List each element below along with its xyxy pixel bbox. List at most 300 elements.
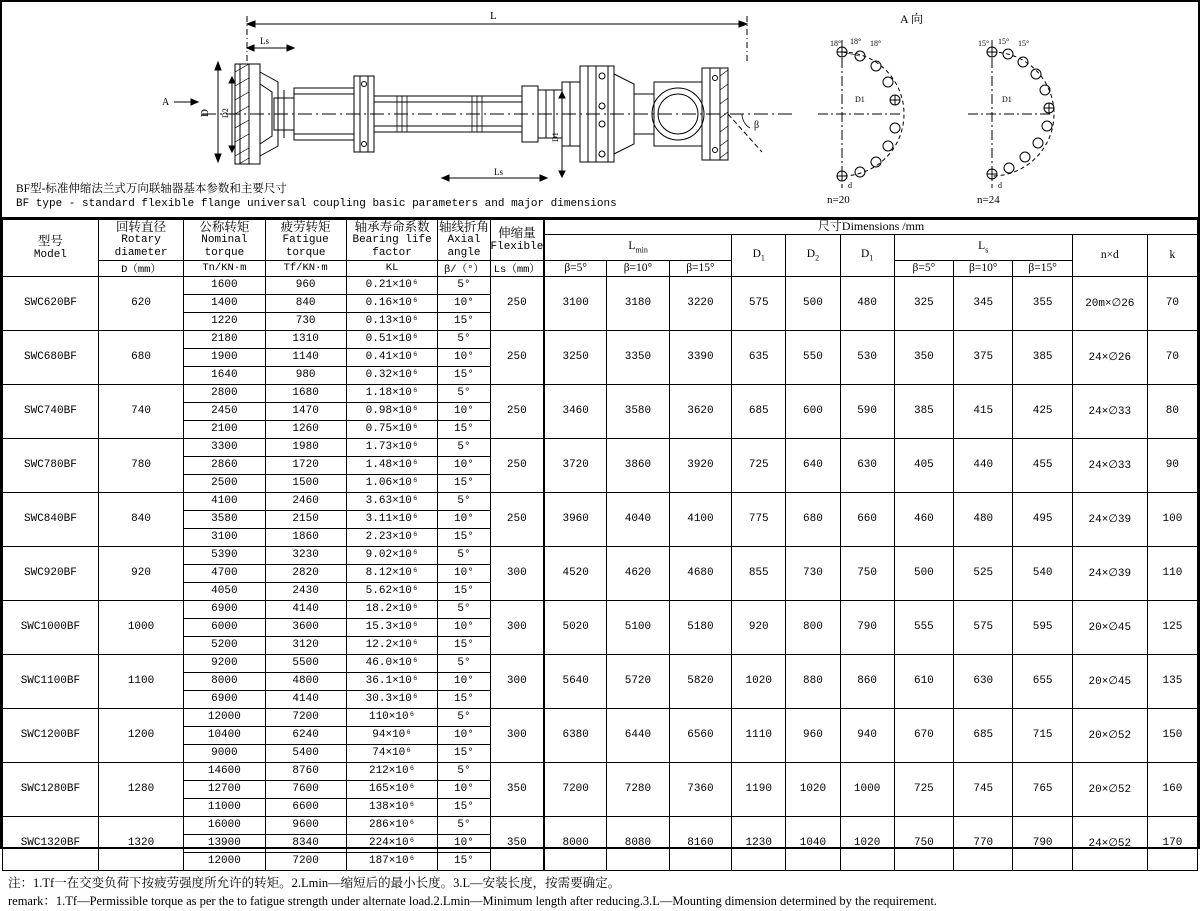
cell-axial-angle: 15° (438, 690, 490, 708)
cell-d2: 550 (786, 330, 840, 384)
cell-nominal-torque: 5200 (184, 636, 265, 654)
cell-fatigue-torque: 7600 (265, 780, 346, 798)
table-header-row-1 (3, 220, 1198, 235)
cell-bearing-life: 0.41×10⁶ (346, 348, 438, 366)
svg-text:15°: 15° (978, 39, 990, 48)
header-rotary-diameter: 回转直径 Rotary diameter (98, 220, 183, 261)
cell-fatigue-torque: 7200 (265, 852, 346, 870)
header-d2: $D_2$ (786, 234, 840, 276)
cell-lmin-b15: 5180 (669, 600, 732, 654)
cell-lmin-b10: 5720 (607, 654, 670, 708)
cell-bearing-life: 0.21×10⁶ (346, 276, 438, 294)
cell-model: SWC1280BF (3, 762, 99, 816)
cell-rotary-diameter: 1280 (98, 762, 183, 816)
cell-lm-b15: 355 (1013, 276, 1072, 330)
cell-lmin-b5: 6380 (544, 708, 607, 762)
cell-fatigue-torque: 6600 (265, 798, 346, 816)
cell-bearing-life: 224×10⁶ (346, 834, 438, 852)
header-nxd: n×d (1072, 234, 1147, 276)
cell-flexible: 250 (490, 330, 544, 384)
cell-fatigue-torque: 8760 (265, 762, 346, 780)
cell-d3: 660 (840, 492, 894, 546)
cell-axial-angle: 10° (438, 672, 490, 690)
cell-lm-b5: 555 (894, 600, 953, 654)
cell-nxd: 24×∅33 (1072, 384, 1147, 438)
cell-fatigue-torque: 960 (265, 276, 346, 294)
cell-nominal-torque: 12700 (184, 780, 265, 798)
cell-fatigue-torque: 730 (265, 312, 346, 330)
cell-bearing-life: 12.2×10⁶ (346, 636, 438, 654)
cell-rotary-diameter: 1320 (98, 816, 183, 870)
cell-lm-b15: 790 (1013, 816, 1072, 870)
cell-bearing-life: 110×10⁶ (346, 708, 438, 726)
svg-text:β: β (754, 120, 760, 131)
cell-lm-b15: 765 (1013, 762, 1072, 816)
cell-bearing-life: 0.98×10⁶ (346, 402, 438, 420)
table-header-row-3 (3, 260, 1198, 276)
cell-fatigue-torque: 9600 (265, 816, 346, 834)
svg-text:18°: 18° (830, 39, 842, 48)
cell-bearing-life: 1.48×10⁶ (346, 456, 438, 474)
cell-bearing-life: 1.06×10⁶ (346, 474, 438, 492)
cell-bearing-life: 138×10⁶ (346, 798, 438, 816)
cell-d2: 680 (786, 492, 840, 546)
cell-rotary-diameter: 680 (98, 330, 183, 384)
cell-nxd: 24×∅39 (1072, 492, 1147, 546)
cell-nominal-torque: 1400 (184, 294, 265, 312)
header-lm-b10: β=10° (954, 260, 1013, 276)
cell-nxd: 20×∅45 (1072, 600, 1147, 654)
cell-axial-angle: 10° (438, 348, 490, 366)
cell-axial-angle: 15° (438, 798, 490, 816)
cell-lmin-b5: 4520 (544, 546, 607, 600)
cell-lmin-b5: 5640 (544, 654, 607, 708)
header-nominal-torque: 公称转矩 Nominal torque (184, 220, 265, 261)
cell-lm-b5: 610 (894, 654, 953, 708)
cell-axial-angle: 15° (438, 582, 490, 600)
cell-nominal-torque: 6900 (184, 600, 265, 618)
cell-lm-b10: 525 (954, 546, 1013, 600)
header-lm-b5: β=5° (894, 260, 953, 276)
cell-k: 125 (1147, 600, 1197, 654)
cell-lmin-b10: 3180 (607, 276, 670, 330)
header-fatigue-unit: Tf/KN·m (265, 260, 346, 276)
cell-flexible: 350 (490, 816, 544, 870)
cell-nominal-torque: 3300 (184, 438, 265, 456)
cell-axial-angle: 10° (438, 510, 490, 528)
cell-bearing-life: 0.13×10⁶ (346, 312, 438, 330)
cell-lmin-b15: 7360 (669, 762, 732, 816)
svg-text:D1: D1 (551, 132, 560, 142)
header-rotary-unit: D（mm） (98, 260, 183, 276)
cell-lm-b10: 685 (954, 708, 1013, 762)
cell-lm-b15: 715 (1013, 708, 1072, 762)
cell-fatigue-torque: 1260 (265, 420, 346, 438)
cell-d1: 635 (732, 330, 786, 384)
header-fatigue-torque: 疲劳转矩 Fatigue torque (265, 220, 346, 261)
cell-fatigue-torque: 7200 (265, 708, 346, 726)
header-lm-b15: β=15° (1013, 260, 1072, 276)
cell-lmin-b10: 3860 (607, 438, 670, 492)
cell-bearing-life: 46.0×10⁶ (346, 654, 438, 672)
cell-bearing-life: 187×10⁶ (346, 852, 438, 870)
cell-axial-angle: 10° (438, 294, 490, 312)
header-model: 型号 Model (3, 220, 99, 277)
cell-d1: 725 (732, 438, 786, 492)
cell-d1: 1190 (732, 762, 786, 816)
note-cn: 注：1.Tf一在交变负荷下按疲劳强度所允许的转矩。2.Lmin—缩短后的最小长度。3.L—安装长度，按需要确定。 (8, 875, 621, 890)
cell-lmin-b10: 4040 (607, 492, 670, 546)
cell-d1: 1020 (732, 654, 786, 708)
cell-bearing-life: 1.73×10⁶ (346, 438, 438, 456)
cell-lm-b10: 345 (954, 276, 1013, 330)
cell-flexible: 300 (490, 546, 544, 600)
header-d1: $D_1$ (732, 234, 786, 276)
cell-d3: 860 (840, 654, 894, 708)
cell-fatigue-torque: 980 (265, 366, 346, 384)
cell-nominal-torque: 4700 (184, 564, 265, 582)
cell-nxd: 20×∅52 (1072, 708, 1147, 762)
cell-lm-b5: 385 (894, 384, 953, 438)
header-axial-angle: 轴线折角 Axial angle (438, 220, 489, 260)
header-dimensions: 尺寸Dimensions /mm (544, 220, 1197, 235)
cell-d1: 1230 (732, 816, 786, 870)
table-row (3, 600, 1198, 618)
cell-axial-angle: 5° (438, 384, 490, 402)
cell-axial-angle: 10° (438, 564, 490, 582)
cell-lmin-b5: 3460 (544, 384, 607, 438)
cell-d3: 590 (840, 384, 894, 438)
cell-d2: 1020 (786, 762, 840, 816)
svg-text:d: d (848, 181, 852, 190)
cell-lm-b10: 480 (954, 492, 1013, 546)
cell-nxd: 24×∅26 (1072, 330, 1147, 384)
cell-lmin-b10: 5100 (607, 600, 670, 654)
cell-d3: 480 (840, 276, 894, 330)
svg-text:15°: 15° (1018, 39, 1030, 48)
cell-fatigue-torque: 4140 (265, 690, 346, 708)
cell-model: SWC1320BF (3, 816, 99, 870)
cell-d2: 500 (786, 276, 840, 330)
cell-axial-angle: 10° (438, 834, 490, 852)
svg-text:D: D (199, 109, 211, 117)
cell-d2: 960 (786, 708, 840, 762)
cell-lm-b15: 655 (1013, 654, 1072, 708)
drawing-caption-en: BF type - standard flexible flange universal coupling basic parameters and major dimensions (16, 198, 617, 210)
cell-lm-b5: 750 (894, 816, 953, 870)
cell-lmin-b10: 3580 (607, 384, 670, 438)
cell-nxd: 20m×∅26 (1072, 276, 1147, 330)
svg-text:L: L (490, 10, 497, 22)
cell-lm-b10: 415 (954, 384, 1013, 438)
cell-axial-angle: 10° (438, 726, 490, 744)
cell-lmin-b10: 8080 (607, 816, 670, 870)
cell-d2: 600 (786, 384, 840, 438)
cell-bearing-life: 0.32×10⁶ (346, 366, 438, 384)
cell-fatigue-torque: 4800 (265, 672, 346, 690)
cell-nominal-torque: 2500 (184, 474, 265, 492)
cell-nominal-torque: 6900 (184, 690, 265, 708)
drawing-caption-cn: BF型-标准伸缩法兰式万向联轴器基本参数和主要尺寸 (16, 183, 287, 195)
cell-axial-angle: 10° (438, 618, 490, 636)
cell-rotary-diameter: 620 (98, 276, 183, 330)
cell-fatigue-torque: 2460 (265, 492, 346, 510)
cell-k: 80 (1147, 384, 1197, 438)
cell-flexible: 250 (490, 384, 544, 438)
cell-lm-b5: 670 (894, 708, 953, 762)
cell-nominal-torque: 2450 (184, 402, 265, 420)
svg-text:Ls: Ls (494, 167, 503, 177)
cell-d3: 630 (840, 438, 894, 492)
cell-axial-angle: 15° (438, 420, 490, 438)
cell-axial-angle: 5° (438, 600, 490, 618)
cell-d3: 750 (840, 546, 894, 600)
cell-bearing-life: 3.63×10⁶ (346, 492, 438, 510)
header-k: k (1147, 234, 1197, 276)
cell-axial-angle: 5° (438, 708, 490, 726)
cell-lmin-b15: 3620 (669, 384, 732, 438)
cell-nominal-torque: 4050 (184, 582, 265, 600)
cell-lm-b10: 375 (954, 330, 1013, 384)
cell-nominal-torque: 3100 (184, 528, 265, 546)
cell-model: SWC620BF (3, 276, 99, 330)
cell-lm-b15: 595 (1013, 600, 1072, 654)
cell-d1: 1110 (732, 708, 786, 762)
cell-fatigue-torque: 3120 (265, 636, 346, 654)
cell-nominal-torque: 16000 (184, 816, 265, 834)
header-lmin-b10: β=10° (607, 260, 670, 276)
cell-nominal-torque: 1600 (184, 276, 265, 294)
cell-lmin-b5: 7200 (544, 762, 607, 816)
cell-bearing-life: 165×10⁶ (346, 780, 438, 798)
cell-k: 160 (1147, 762, 1197, 816)
header-lmin-b15: β=15° (669, 260, 732, 276)
cell-fatigue-torque: 1140 (265, 348, 346, 366)
cell-lmin-b10: 6440 (607, 708, 670, 762)
header-lmin: $L_{min}$ (544, 234, 732, 260)
cell-d1: 575 (732, 276, 786, 330)
cell-bearing-life: 94×10⁶ (346, 726, 438, 744)
svg-text:d: d (998, 181, 1002, 190)
cell-axial-angle: 5° (438, 276, 490, 294)
cell-lmin-b15: 4100 (669, 492, 732, 546)
cell-bearing-life: 286×10⁶ (346, 816, 438, 834)
svg-text:D2: D2 (221, 108, 230, 118)
table-row (3, 384, 1198, 402)
cell-lmin-b10: 3350 (607, 330, 670, 384)
n24-label: n=24 (977, 194, 1000, 206)
cell-k: 70 (1147, 276, 1197, 330)
cell-axial-angle: 15° (438, 852, 490, 870)
cell-lmin-b5: 3250 (544, 330, 607, 384)
cell-flexible: 250 (490, 492, 544, 546)
cell-bearing-life: 15.3×10⁶ (346, 618, 438, 636)
cell-fatigue-torque: 1720 (265, 456, 346, 474)
cell-bearing-life: 30.3×10⁶ (346, 690, 438, 708)
cell-axial-angle: 15° (438, 744, 490, 762)
cell-model: SWC1100BF (3, 654, 99, 708)
cell-model: SWC740BF (3, 384, 99, 438)
cell-fatigue-torque: 3230 (265, 546, 346, 564)
cell-nominal-torque: 14600 (184, 762, 265, 780)
cell-bearing-life: 36.1×10⁶ (346, 672, 438, 690)
cell-d1: 775 (732, 492, 786, 546)
header-bearing-life: 轴承寿命系数 Bearing life factor (346, 220, 438, 261)
header-lmin-b5: β=5° (544, 260, 607, 276)
cell-nominal-torque: 1220 (184, 312, 265, 330)
svg-text:D1: D1 (855, 95, 865, 104)
svg-text:18°: 18° (870, 39, 882, 48)
cell-nominal-torque: 13900 (184, 834, 265, 852)
cell-nominal-torque: 2100 (184, 420, 265, 438)
cell-d3: 790 (840, 600, 894, 654)
cell-axial-angle: 5° (438, 762, 490, 780)
cell-nominal-torque: 10400 (184, 726, 265, 744)
cell-nxd: 20×∅52 (1072, 762, 1147, 816)
cell-nominal-torque: 2860 (184, 456, 265, 474)
cell-lmin-b15: 8160 (669, 816, 732, 870)
table-row (3, 762, 1198, 780)
cell-lm-b15: 385 (1013, 330, 1072, 384)
header-lm: $L_s$ (894, 234, 1072, 260)
header-nominal-unit: Tn/KN·m (184, 260, 265, 276)
table-body (3, 276, 1198, 870)
cell-d1: 685 (732, 384, 786, 438)
cell-nominal-torque: 9200 (184, 654, 265, 672)
cell-lm-b15: 425 (1013, 384, 1072, 438)
cell-d2: 1040 (786, 816, 840, 870)
cell-bearing-life: 0.16×10⁶ (346, 294, 438, 312)
cell-axial-angle: 5° (438, 492, 490, 510)
cell-d3: 1000 (840, 762, 894, 816)
cell-k: 110 (1147, 546, 1197, 600)
cell-nominal-torque: 3580 (184, 510, 265, 528)
cell-lmin-b5: 3960 (544, 492, 607, 546)
cell-lm-b10: 770 (954, 816, 1013, 870)
cell-lm-b15: 495 (1013, 492, 1072, 546)
cell-axial-angle: 10° (438, 456, 490, 474)
cell-nominal-torque: 8000 (184, 672, 265, 690)
cell-bearing-life: 74×10⁶ (346, 744, 438, 762)
cell-nominal-torque: 1900 (184, 348, 265, 366)
cell-fatigue-torque: 1860 (265, 528, 346, 546)
cell-bearing-life: 18.2×10⁶ (346, 600, 438, 618)
cell-bearing-life: 9.02×10⁶ (346, 546, 438, 564)
cell-lm-b10: 575 (954, 600, 1013, 654)
cell-lm-b10: 440 (954, 438, 1013, 492)
cell-model: SWC920BF (3, 546, 99, 600)
cell-axial-angle: 15° (438, 636, 490, 654)
cell-d3: 530 (840, 330, 894, 384)
cell-rotary-diameter: 780 (98, 438, 183, 492)
cell-nominal-torque: 1640 (184, 366, 265, 384)
cell-rotary-diameter: 920 (98, 546, 183, 600)
cell-d1: 855 (732, 546, 786, 600)
footer-notes (2, 871, 1198, 911)
svg-text:15°: 15° (998, 37, 1010, 46)
cell-fatigue-torque: 5500 (265, 654, 346, 672)
cell-lm-b10: 630 (954, 654, 1013, 708)
cell-bearing-life: 5.62×10⁶ (346, 582, 438, 600)
cell-lmin-b15: 3920 (669, 438, 732, 492)
svg-text:Ls: Ls (260, 36, 269, 46)
cell-axial-angle: 15° (438, 474, 490, 492)
cell-bearing-life: 0.75×10⁶ (346, 420, 438, 438)
cell-nominal-torque: 4100 (184, 492, 265, 510)
cell-model: SWC680BF (3, 330, 99, 384)
table-row (3, 330, 1198, 348)
cell-lmin-b5: 5020 (544, 600, 607, 654)
cell-flexible: 250 (490, 276, 544, 330)
cell-k: 150 (1147, 708, 1197, 762)
header-bearing-unit: KL (346, 260, 438, 276)
cell-nxd: 20×∅45 (1072, 654, 1147, 708)
cell-fatigue-torque: 5400 (265, 744, 346, 762)
cell-lm-b5: 325 (894, 276, 953, 330)
cell-axial-angle: 5° (438, 546, 490, 564)
table-row (3, 654, 1198, 672)
cell-flexible: 350 (490, 762, 544, 816)
cell-k: 90 (1147, 438, 1197, 492)
cell-lm-b10: 745 (954, 762, 1013, 816)
cell-d2: 880 (786, 654, 840, 708)
header-axial-unit: β/（°） (438, 260, 490, 276)
cell-model: SWC840BF (3, 492, 99, 546)
cell-fatigue-torque: 4140 (265, 600, 346, 618)
cell-axial-angle: 5° (438, 330, 490, 348)
cell-nominal-torque: 12000 (184, 708, 265, 726)
cell-nominal-torque: 2800 (184, 384, 265, 402)
cell-nominal-torque: 5390 (184, 546, 265, 564)
cell-fatigue-torque: 1500 (265, 474, 346, 492)
cell-nominal-torque: 12000 (184, 852, 265, 870)
cell-nxd: 24×∅33 (1072, 438, 1147, 492)
cell-nxd: 24×∅39 (1072, 546, 1147, 600)
cell-d3: 1020 (840, 816, 894, 870)
specs-table (2, 219, 1198, 871)
cell-lmin-b10: 7280 (607, 762, 670, 816)
cell-axial-angle: 10° (438, 780, 490, 798)
drawing-area (2, 2, 1198, 219)
cell-bearing-life: 0.51×10⁶ (346, 330, 438, 348)
cell-fatigue-torque: 3600 (265, 618, 346, 636)
cell-lmin-b15: 3390 (669, 330, 732, 384)
cell-nominal-torque: 6000 (184, 618, 265, 636)
cell-model: SWC1000BF (3, 600, 99, 654)
cell-fatigue-torque: 1680 (265, 384, 346, 402)
cell-lmin-b5: 3720 (544, 438, 607, 492)
cell-bearing-life: 2.23×10⁶ (346, 528, 438, 546)
cell-bearing-life: 212×10⁶ (346, 762, 438, 780)
table-row (3, 276, 1198, 294)
cell-flexible: 300 (490, 600, 544, 654)
cell-flexible: 300 (490, 654, 544, 708)
cell-axial-angle: 15° (438, 528, 490, 546)
table-row (3, 546, 1198, 564)
cell-flexible: 300 (490, 708, 544, 762)
cell-k: 135 (1147, 654, 1197, 708)
cell-lmin-b5: 8000 (544, 816, 607, 870)
cell-lmin-b15: 4680 (669, 546, 732, 600)
table-row (3, 438, 1198, 456)
cell-lm-b15: 455 (1013, 438, 1072, 492)
cell-nominal-torque: 9000 (184, 744, 265, 762)
cell-fatigue-torque: 2430 (265, 582, 346, 600)
header-d3: $D_1$ (840, 234, 894, 276)
cell-lm-b5: 725 (894, 762, 953, 816)
cell-fatigue-torque: 1980 (265, 438, 346, 456)
cell-bearing-life: 8.12×10⁶ (346, 564, 438, 582)
